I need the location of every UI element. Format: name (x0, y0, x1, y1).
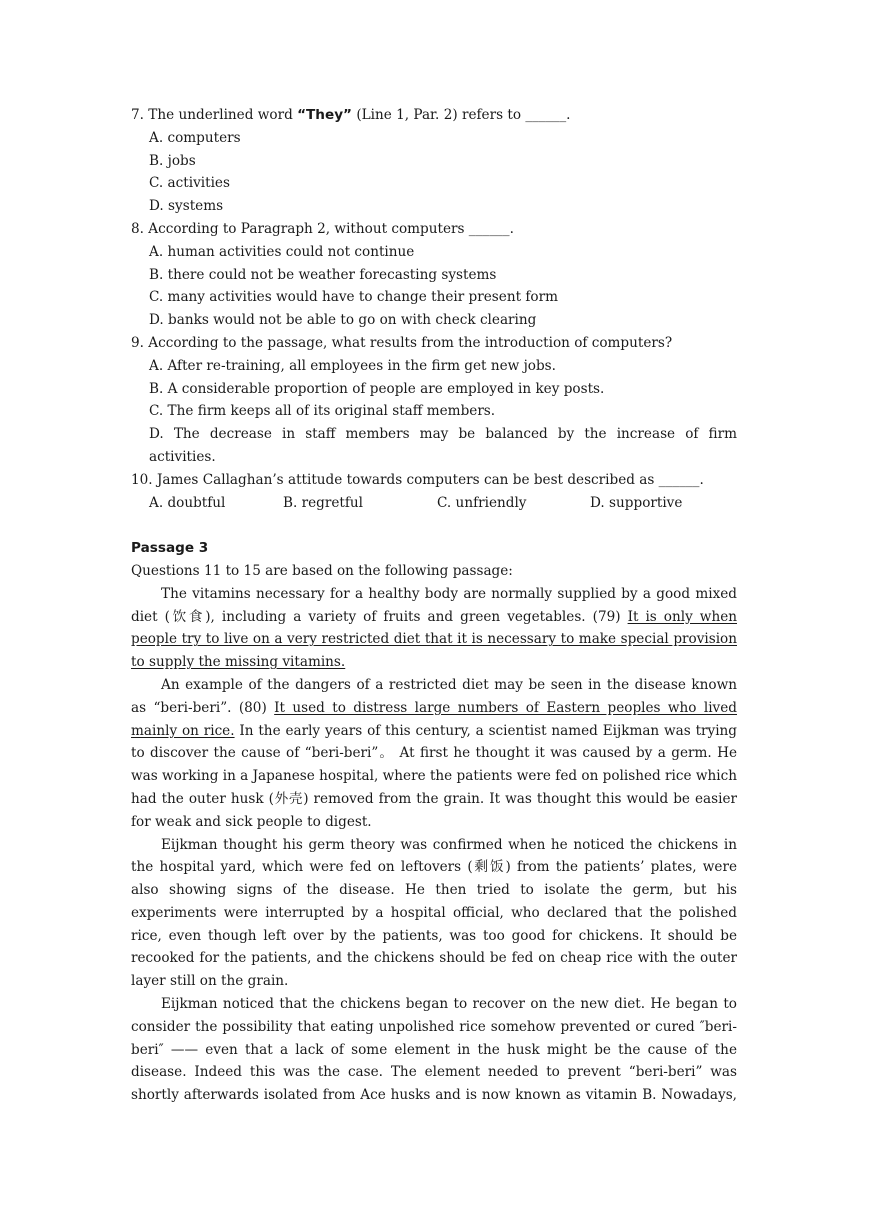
q7-stem-tail: (Line 1, Par. 2) refers to ______. (352, 107, 571, 123)
q7-option-b: B. jobs (149, 152, 196, 169)
paragraph-2 (131, 674, 737, 834)
q10-option-d: D. supportive (590, 494, 683, 511)
question-10-stem: 10. James Callaghan’s attitude towards computers can be best described as ______. (131, 471, 704, 488)
q7-stem-text: 7. The underlined word (131, 107, 298, 123)
q10-options (131, 492, 737, 515)
q8-option-c: C. many activities would have to change their present form (149, 289, 558, 306)
paragraph-1 (131, 583, 737, 674)
paragraph-1-text: The vitamins necessary for a healthy body are normally supplied by a good mixed diet (饮食), including a variety of fruits and green vegetables. (79) (131, 585, 737, 625)
passage-heading: Passage 3 (131, 540, 209, 557)
q8-option-a: A. human activities could not continue (149, 243, 415, 260)
q7-option-d: D. systems (149, 198, 224, 215)
passage-intro: Questions 11 to 15 are based on the following passage: (131, 562, 513, 579)
question-7-stem (131, 104, 737, 127)
q9-option-d: D. The decrease in staff members may be balanced by the increase of firm (149, 426, 737, 443)
paragraph-2-text-continued: In the early years of this century, a scientist named Eijkman was trying to discover the cause of “beri-beri”。 At first he thought it was caused by a germ. He was working in a Japanese hospital, where the patients were fed on polished rice which had the outer husk (外壳) removed from the grain. It was thought this would be easier for weak and sick people to digest. (131, 722, 738, 830)
q9-option-c: C. The firm keeps all of its original staff members. (149, 403, 496, 420)
q9-option-d-continued: activities. (149, 448, 216, 465)
question-9-stem: 9. According to the passage, what results from the introduction of computers? (131, 334, 673, 351)
q8-option-b: B. there could not be weather forecasting systems (149, 266, 497, 283)
q9-option-b: B. A considerable proportion of people are employed in key posts. (149, 380, 605, 397)
q8-option-d: D. banks would not be able to go on with check clearing (149, 312, 537, 329)
underlined-sentence-79: It is only when people try to live on a very restricted diet that it is necessary to make special provision to supply the missing vitamins. (131, 608, 737, 671)
q7-underlined-word: “They” (297, 107, 352, 123)
document-page (131, 104, 737, 1107)
q10-option-b: B. regretful (283, 494, 364, 511)
section-spacer (131, 514, 737, 537)
q10-option-c: C. unfriendly (437, 494, 527, 511)
q9-option-a: A. After re-training, all employees in the firm get new jobs. (149, 357, 556, 374)
paragraph-4: Eijkman noticed that the chickens began to recover on the new diet. He began to consider the possibility that eating unpolished rice somehow prevented or cured ″beri-beri″ —— even that a lack of some element in the husk might be the cause of the disease. Indeed this was the case. The element needed to prevent “beri-beri” was shortly afterwards isolated from Ace husks and is now known as vitamin B. Nowadays, (131, 996, 737, 1104)
question-8-stem: 8. According to Paragraph 2, without computers ______. (131, 220, 514, 237)
underlined-sentence-80: It used to distress large numbers of Eastern peoples who lived mainly on rice. (131, 699, 737, 739)
paragraph-2-text: An example of the dangers of a restricted diet may be seen in the disease known as “beri-beri”. (80) (131, 676, 737, 716)
q7-option-a: A. computers (149, 129, 241, 146)
q10-option-a: A. doubtful (149, 494, 226, 511)
paragraph-3: Eijkman thought his germ theory was confirmed when he noticed the chickens in the hospital yard, which were fed on leftovers (剩饭) from the patients’ plates, were also showing signs of the disease. He then tried to isolate the germ, but his experiments were interrupted by a hospital official, who declared that the polished rice, even though left over by the patients, was too good for chickens. It should be recooked for the patients, and the chickens should be fed on cheap rice with the outer layer still on the grain. (131, 836, 737, 990)
q7-option-c: C. activities (149, 175, 230, 192)
